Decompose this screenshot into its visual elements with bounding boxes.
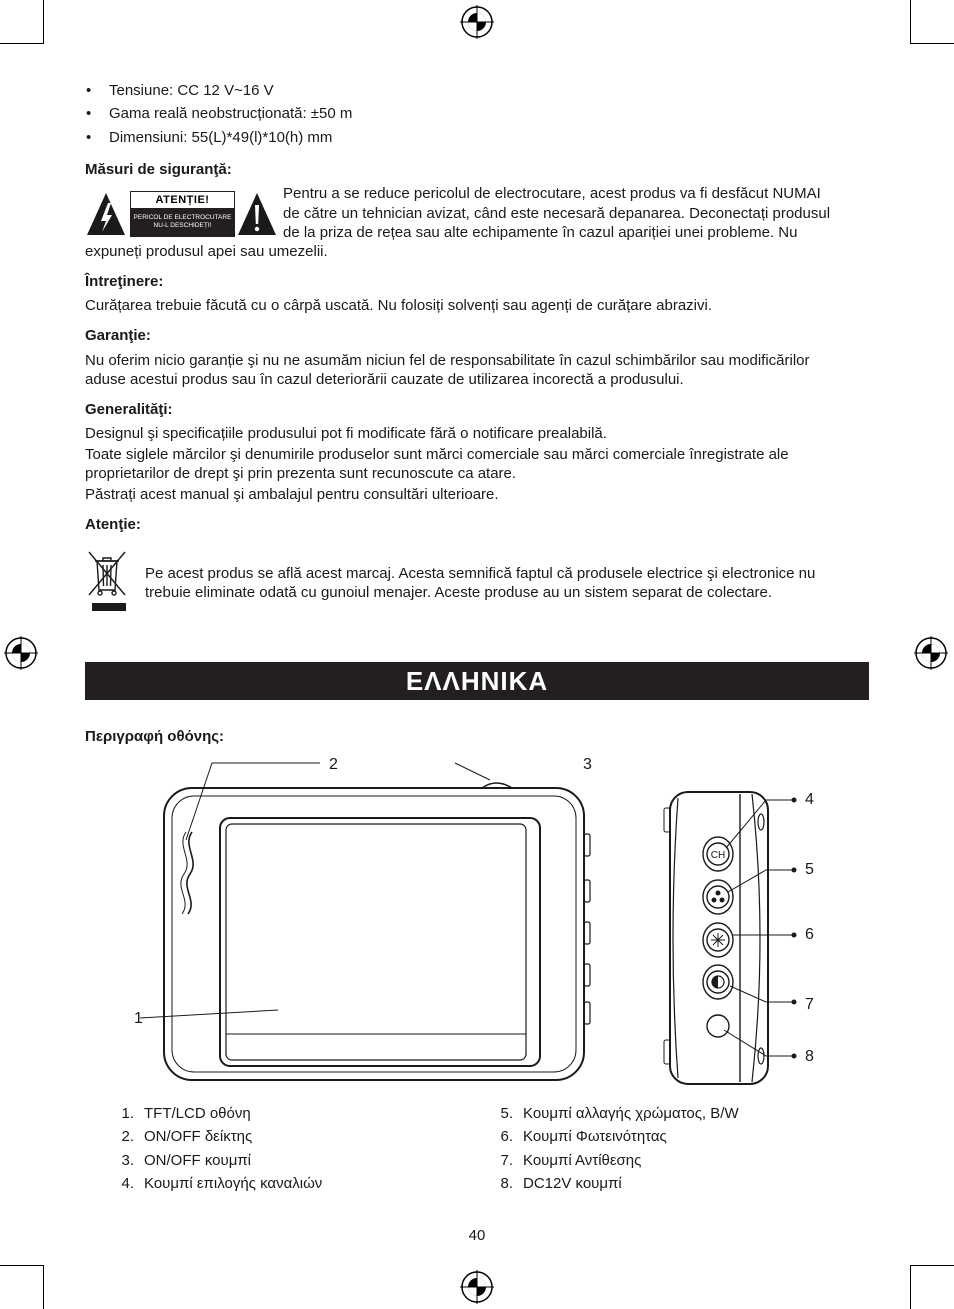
bullet-icon: • <box>86 82 92 99</box>
general-text-line: Păstrați acest manual şi ambalajul pentru consultări ulterioare. <box>85 486 499 503</box>
registration-mark-icon <box>914 636 948 670</box>
speaker-grille <box>187 832 193 914</box>
crop-mark <box>910 1265 954 1266</box>
crop-mark <box>910 43 954 44</box>
spec-item: Gama reală neobstrucționată: ±50 m <box>109 105 353 122</box>
safety-text-line: Pentru a se reduce pericolul de electrocutare, acest produs va fi desfăcut NUMAI <box>283 185 821 202</box>
general-heading: Generalităţi: <box>85 401 173 418</box>
callout-number: 3 <box>583 756 592 773</box>
spec-item: Dimensiuni: 55(L)*49(l)*10(h) mm <box>109 129 333 146</box>
safety-text-line: de la priza de rețea sau alte echipamente în cazul apariției unei probleme. Nu <box>283 224 798 241</box>
exclamation-warning-icon <box>236 191 278 237</box>
device-front-body <box>164 788 584 1080</box>
crop-mark <box>43 0 44 44</box>
screen-description-heading: Περιγραφή οθόνης: <box>85 728 225 745</box>
callout-number: 5 <box>805 861 814 878</box>
caution-box <box>130 191 235 237</box>
caution-line-2: NU-L DESCHIDEȚI! <box>153 222 212 229</box>
bullet-icon: • <box>86 105 92 122</box>
registration-mark-icon <box>460 1270 494 1304</box>
warranty-heading: Garanţie: <box>85 327 151 344</box>
safety-text-line: de către un tehnician avizat, când este necesară depanarea. Deconectați produsul <box>283 205 831 222</box>
weee-crossed-bin-icon <box>86 549 128 613</box>
bullet-icon: • <box>86 129 92 146</box>
registration-mark-icon <box>460 5 494 39</box>
caution-label <box>85 191 278 237</box>
safety-text-line: expuneți produsul apei sau umezelii. <box>85 243 328 260</box>
crop-mark <box>0 1265 44 1266</box>
general-text-line: Designul şi specificațiile produsului pot fi modificate fără o notificare prealabilă. <box>85 425 607 442</box>
attention-text-line: Pe acest produs se află acest marcaj. Acesta semnifică faptul că produsele electrice şi electronice nu <box>145 565 816 582</box>
crop-mark <box>0 43 44 44</box>
maintenance-heading: Întreţinere: <box>85 273 164 290</box>
general-text-line: proprietarilor de drept şi prin prezenta sunt recunoscute ca atare. <box>85 465 517 482</box>
tft-lcd-screen <box>220 818 540 1066</box>
callout-number: 4 <box>805 791 814 808</box>
registration-mark-icon <box>4 636 38 670</box>
high-voltage-warning-icon <box>85 191 127 237</box>
general-text-line: Toate siglele mărcilor şi denumirile produselor sunt mărci comerciale sau mărci comerciale înregistrate ale <box>85 446 789 463</box>
warranty-text-line: Nu oferim nicio garanție şi nu ne asumăm niciun fel de responsabilitate în cazul schimbărilor sau modificărilor <box>85 352 810 369</box>
spec-item: Tensiune: CC 12 V~16 V <box>109 82 274 99</box>
ch-button-label: CH <box>710 850 726 861</box>
crop-mark <box>910 1265 911 1309</box>
callout-number: 7 <box>805 996 814 1013</box>
page-number: 40 <box>468 1227 486 1244</box>
caution-title: ATENȚIE! <box>131 192 234 208</box>
callout-number: 1 <box>134 1010 143 1027</box>
device-diagram <box>120 750 840 1092</box>
warranty-text-line: aduse acestui produs sau în cazul deteriorării cauzate de utilizarea incorectă a produsului. <box>85 371 684 388</box>
crop-mark <box>910 0 911 44</box>
callout-number: 8 <box>805 1048 814 1065</box>
attention-heading: Atenţie: <box>85 516 141 533</box>
callout-number: 2 <box>329 756 338 773</box>
section-banner: ΕΛΛΗΝΙΚΑ <box>85 662 869 700</box>
safety-heading: Măsuri de siguranţă: <box>85 161 232 178</box>
caution-line-1: PERICOL DE ELECTROCUTARE <box>133 214 232 221</box>
maintenance-text: Curățarea trebuie făcută cu o cârpă uscată. Nu folosiți solvenți sau agenți de curățare abrazivi. <box>85 297 713 314</box>
callout-number: 6 <box>805 926 814 943</box>
attention-text-line: trebuie eliminate odată cu gunoiul menajer. Aceste produse au un sistem separat de colectare. <box>145 584 773 601</box>
crop-mark <box>43 1265 44 1309</box>
device-side-body <box>670 792 768 1084</box>
